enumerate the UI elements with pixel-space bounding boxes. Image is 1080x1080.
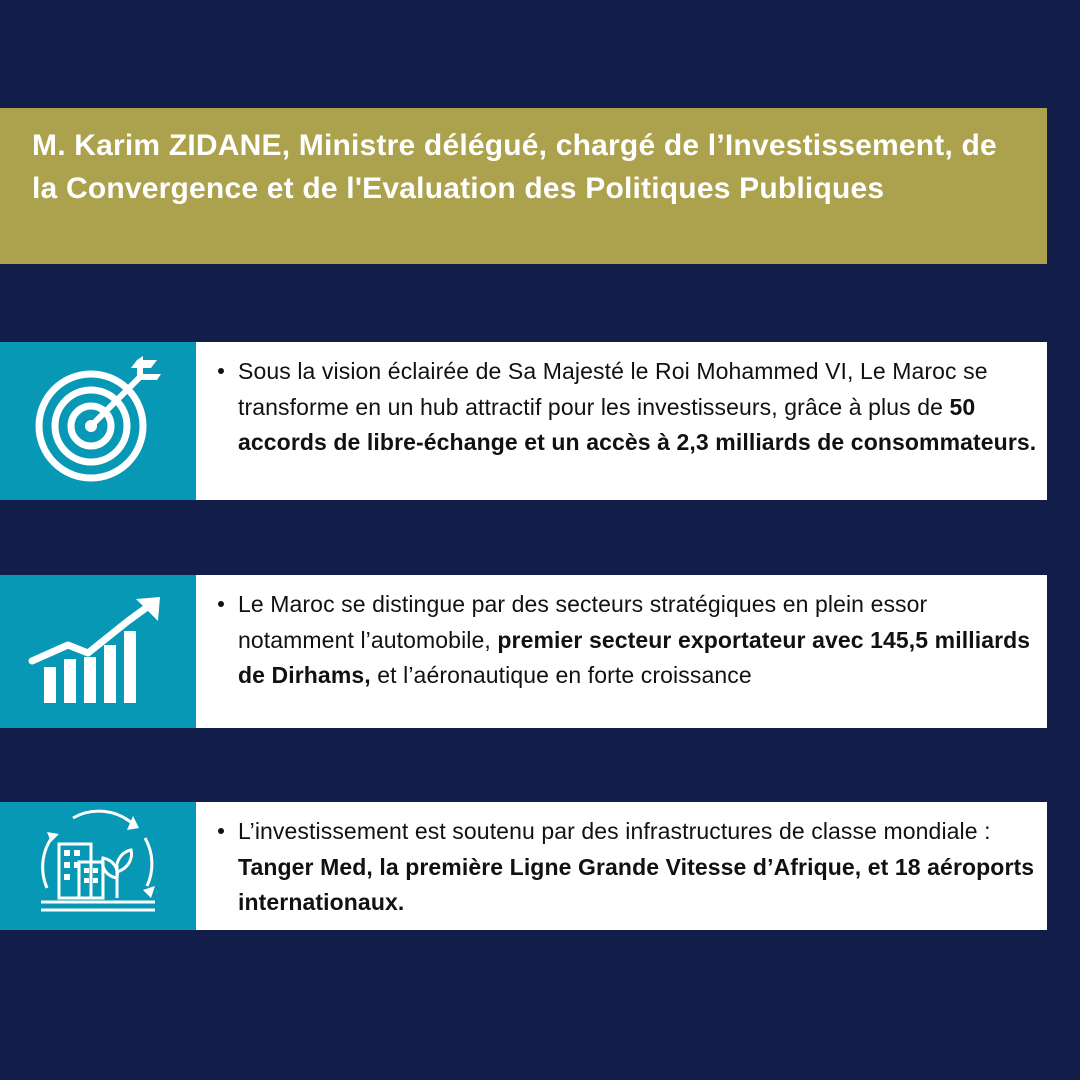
header-banner	[0, 108, 1047, 264]
growth-chart-icon	[28, 597, 168, 707]
info-row-sectors	[0, 575, 1047, 728]
item-text-plain: Sous la vision éclairée de Sa Majesté le Roi Mohammed VI, Le Maroc se transforme en un hub attractif pour les investisseurs, grâce à plus de	[238, 358, 988, 420]
icon-box	[0, 802, 196, 930]
sustainable-city-icon	[33, 806, 163, 926]
icon-box	[0, 342, 196, 500]
bullet	[218, 828, 224, 834]
text-box	[196, 575, 1047, 728]
item-text-plain: Le Maroc se distingue par des secteurs stratégiques en plein essor notamment l’automobile,	[238, 591, 928, 653]
item-text-bold: Tanger Med, la première Ligne Grande Vitesse d’Afrique, et 18 aéroports internationaux.	[238, 853, 1035, 915]
item-text	[238, 814, 1039, 930]
text-box	[196, 802, 1047, 930]
item-text	[238, 587, 1039, 728]
item-text	[238, 354, 1039, 500]
item-text-bold: 50 accords de libre-échange et un accès à 2,3 milliards de consommateurs.	[238, 393, 1037, 455]
info-row-infrastructure	[0, 802, 1047, 930]
info-row-investment	[0, 342, 1047, 500]
bullet	[218, 368, 224, 374]
item-text-plain: L’investissement est soutenu par des infrastructures de classe mondiale :	[238, 818, 991, 844]
page-title: M. Karim ZIDANE, Ministre délégué, chargé de l’Investissement, de la Convergence et de l'Evaluation des Politiques Publiques	[32, 129, 997, 205]
item-text-bold: premier secteur exportateur avec 145,5 milliards de Dirhams,	[238, 626, 1031, 688]
text-box	[196, 342, 1047, 500]
target-icon	[33, 356, 163, 486]
item-text-after: et l’aéronautique en forte croissance	[370, 662, 752, 688]
icon-box	[0, 575, 196, 728]
bullet	[218, 601, 224, 607]
